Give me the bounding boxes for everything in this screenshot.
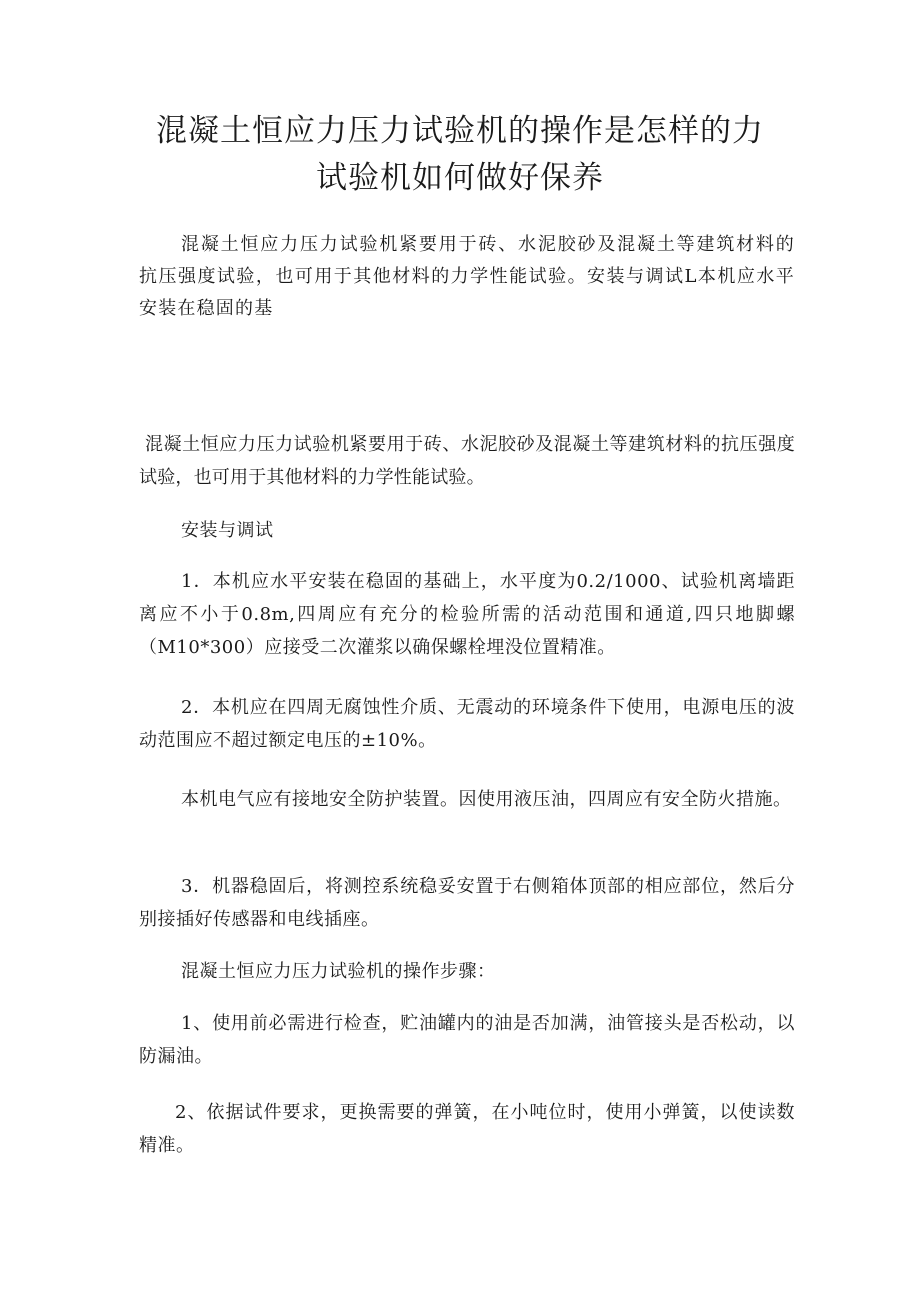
intro-paragraph: 混凝土恒应力压力试验机紧要用于砖、水泥胶砂及混凝土等建筑材料的抗压强度试验，也可用于其他材料的力学性能试验。 [139,434,795,488]
title-line-2: 试验机如何做好保养 [316,160,604,196]
install-item-2: 2．本机应在四周无腐蚀性介质、无震动的环境条件下使用，电源电压的波动范围应不超过额定电压的±10%。 [139,697,795,751]
install-item-1: 1．本机应水平安装在稳固的基础上，水平度为0.2/1000、试验机离墙距离应不小于0.8m,四周应有充分的检验所需的活动范围和通道,四只地脚螺（M10*300）应接受二次灌浆以确保螺栓埋没位置精准。 [139,571,795,658]
install-heading: 安装与调试 [181,520,274,541]
document-title [120,108,800,202]
operation-steps-heading: 混凝土恒应力压力试验机的操作步骤： [181,961,496,982]
operation-step-1: 1、使用前必需进行检查，贮油罐内的油是否加满，油管接头是否松动，以防漏油。 [139,1013,795,1067]
electrical-safety-paragraph: 本机电气应有接地安全防护装置。因使用液压油，四周应有安全防火措施。 [181,789,792,810]
operation-step-2: 2、依据试件要求，更换需要的弹簧，在小吨位时，使用小弹簧，以使读数精准。 [139,1102,795,1156]
title-line-1: 混凝土恒应力压力试验机的操作是怎样的力 [156,113,764,149]
install-item-3: 3．机器稳固后，将测控系统稳妥安置于右侧箱体顶部的相应部位，然后分别接插好传感器和电线插座。 [139,876,795,930]
abstract-paragraph: 混凝土恒应力压力试验机紧要用于砖、水泥胶砂及混凝土等建筑材料的抗压强度试验，也可用于其他材料的力学性能试验。安装与调试L本机应水平安装在稳固的基 [139,234,795,319]
